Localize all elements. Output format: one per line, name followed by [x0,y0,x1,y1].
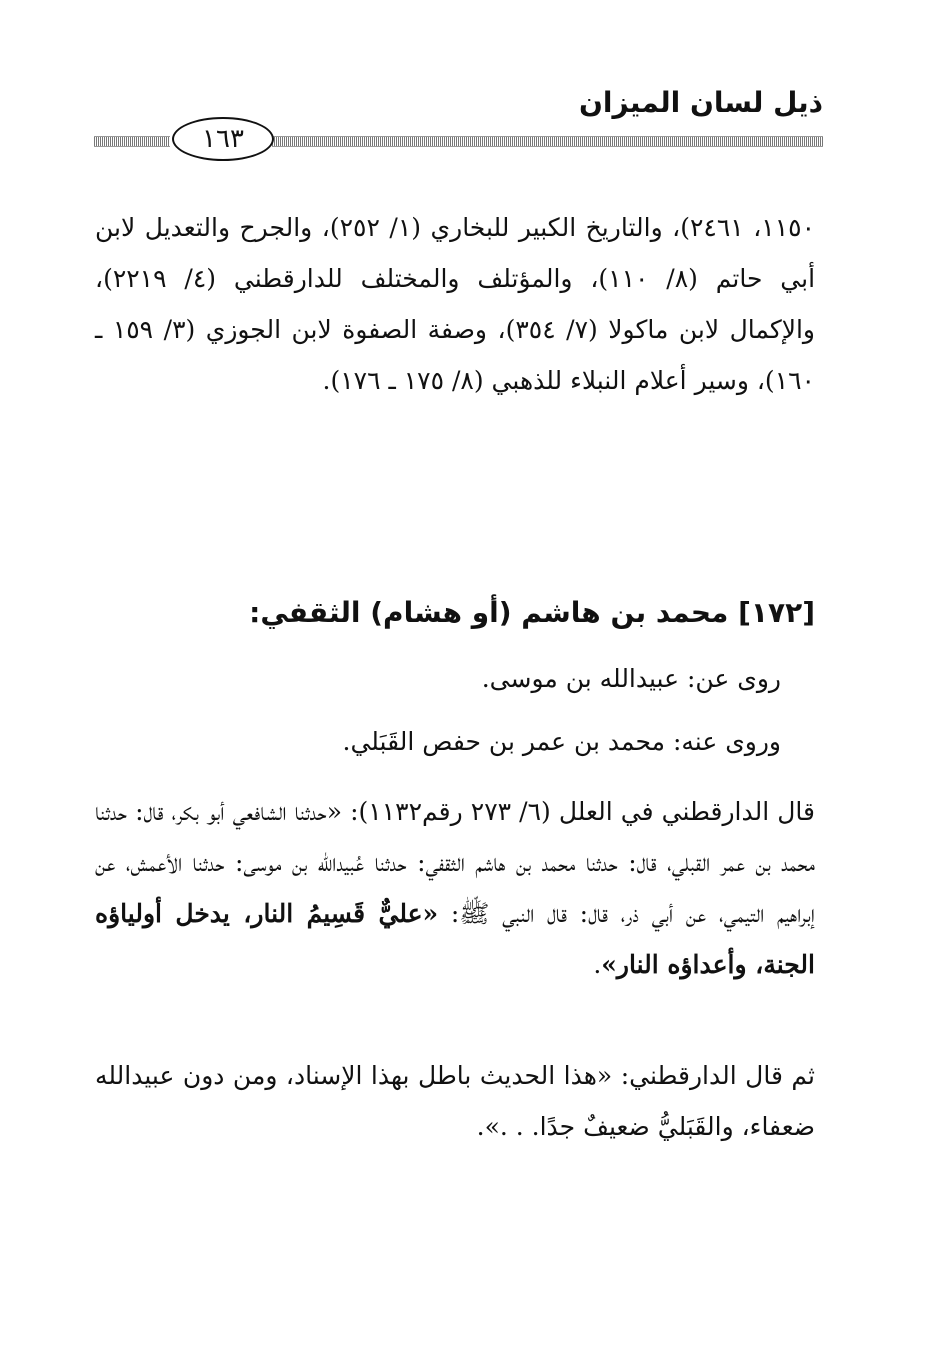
header-rule-right [272,136,823,147]
quote-end: . [593,950,602,979]
running-header-title: ذيل لسان الميزان [578,86,823,119]
page-number: ١٦٣ [172,117,274,161]
hadith-text: «عليٌّ قَسِيمُ النار، يدخل أولياؤه الجنة، وأعداؤه النار» [95,899,815,979]
narrated-by-line: وروى عنه: محمد بن عمر بن حفص القَبَلي. [342,727,781,756]
header-rule-left [94,136,170,147]
closing-paragraph: ثم قال الدارقطني: «هذا الحديث باطل بهذا الإسناد، ومن دون عبيدالله ضعفاء، والقَبَليُّ ضعيفٌ جدًا. . .». [95,1061,815,1141]
quote-intro: قال الدارقطني في العلل (٦/ ٢٧٣ رقم١١٣٢): «حدثنا الشافعي أبو بكر، قال: حدثنا محمد بن عمر القبلي، قال: حدثنا محمد بن هاشم الثقفي: حدثنا عُبيدالله بن موسى: حدثنا الأعمش، عن إبراهيم التيمي، عن أبي ذر، قال: قال النبي ﷺ: [95,797,815,928]
narrated-from-line: روى عن: عبيدالله بن موسى. [481,664,781,693]
daraqutni-quote-paragraph [95,786,815,990]
footnote-continuation-paragraph: ١١٥٠، ٢٤٦١)، والتاريخ الكبير للبخاري (١/ ٢٥٢)، والجرح والتعديل لابن أبي حاتم (٨/ ١١٠)، والمؤتلف والمختلف للدارقطني (٤/ ٢٢١٩)، والإكمال لابن ماكولا (٧/ ٣٥٤)، وصفة الصفوة لابن الجوزي (٣/ ١٥٩ ـ ١٦٠)، وسير أعلام النبلاء للذهبي (٨/ ١٧٥ ـ ١٧٦). [95,213,816,395]
entry-heading: [١٧٢] محمد بن هاشم (أو هشام) الثقفي: [249,596,815,629]
